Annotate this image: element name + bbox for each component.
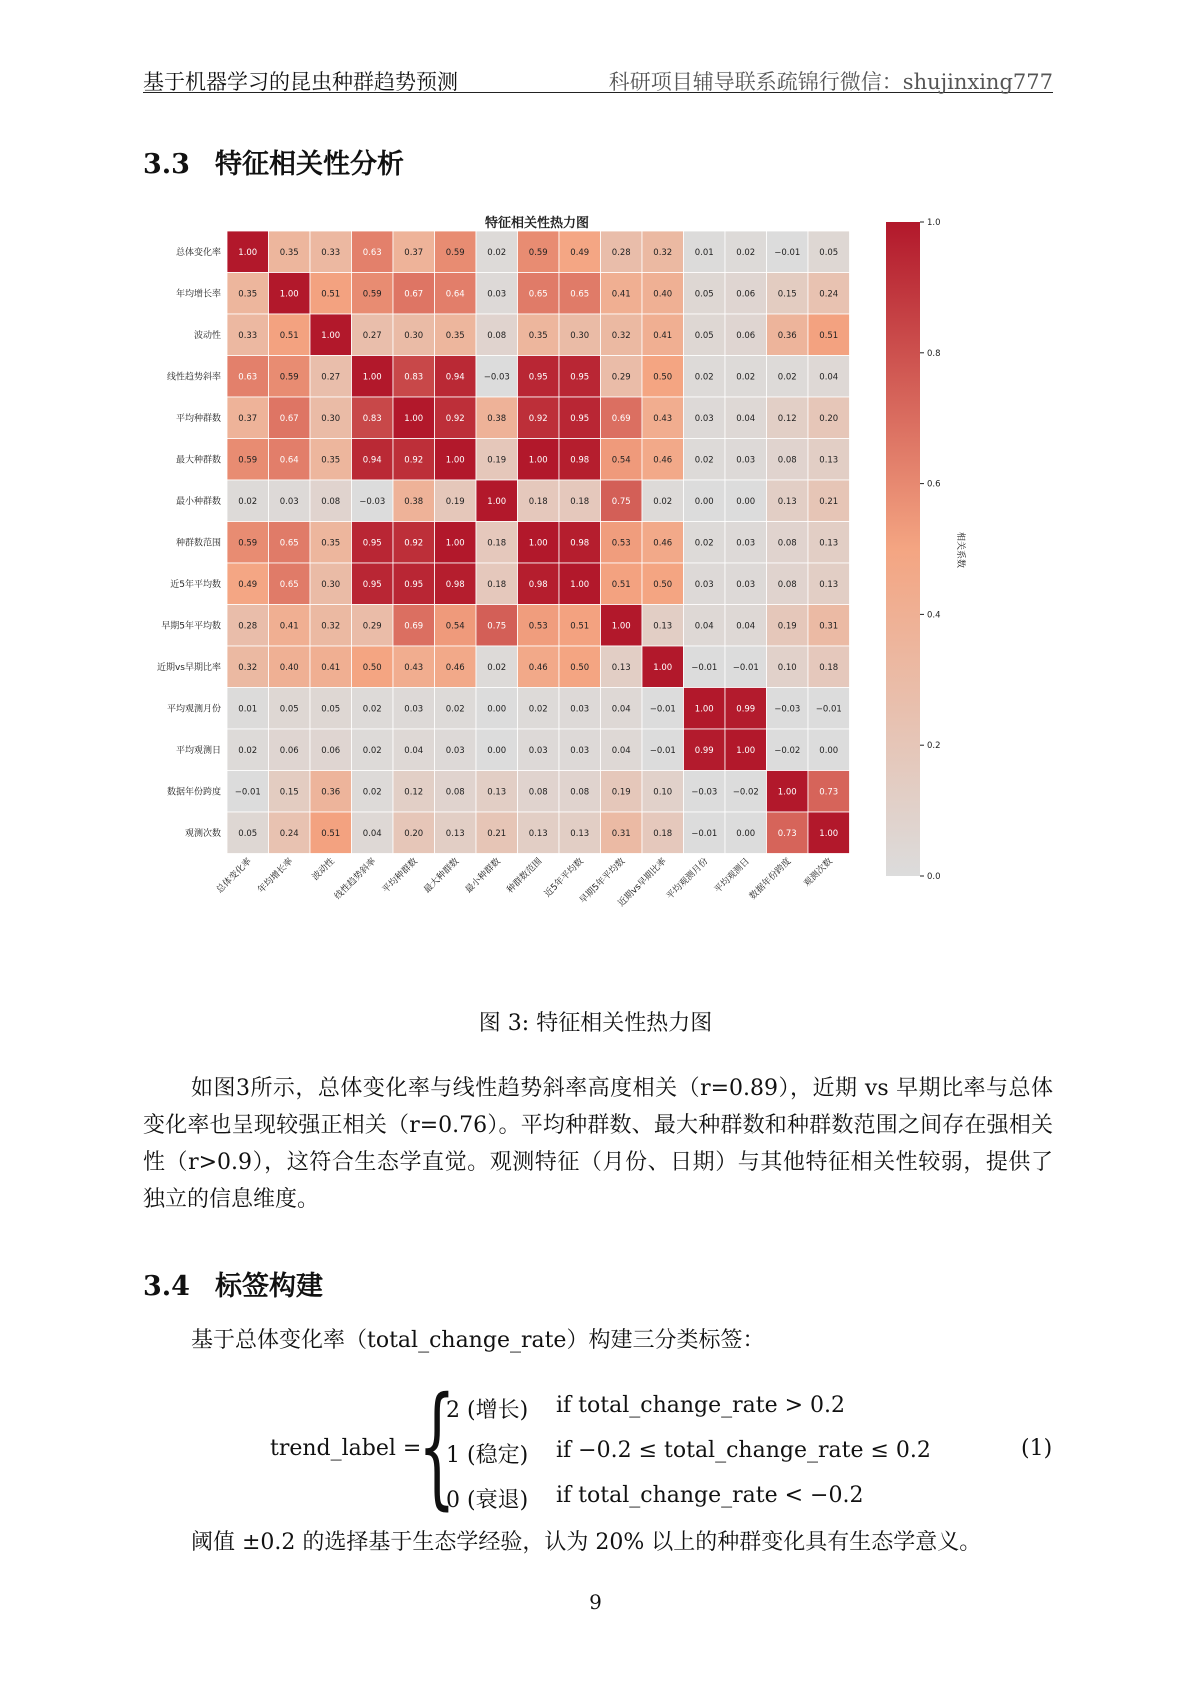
cell-value-label: 0.18: [570, 496, 590, 507]
cell-value-label: 0.95: [362, 538, 382, 549]
y-tick-label: 数据年份跨度: [166, 787, 221, 798]
cell-value-label: 0.08: [445, 787, 465, 798]
cell-value-label: 0.35: [445, 330, 465, 341]
cell-value-label: 0.64: [279, 455, 299, 466]
cell-value-label: 0.29: [611, 372, 631, 383]
cell-value-label: 0.04: [736, 621, 756, 632]
cell-value-label: 0.03: [736, 455, 756, 466]
cell-value-label: 0.35: [279, 247, 299, 258]
cell-value-label: 1.00: [445, 455, 465, 466]
cell-value-label: 0.21: [819, 496, 839, 507]
cell-value-label: 0.00: [736, 496, 756, 507]
cell-value-label: 0.00: [819, 745, 839, 756]
cell-value-label: 0.35: [238, 289, 258, 300]
y-tick-label: 线性趋势斜率: [166, 372, 221, 383]
x-tick-label: 波动性: [310, 856, 337, 883]
colorbar-tick-label: 0.0: [927, 872, 941, 882]
cell-value-label: 0.03: [736, 579, 756, 590]
cell-value-label: 0.28: [611, 247, 631, 258]
cell-value-label: 1.00: [362, 372, 382, 383]
cell-value-label: 0.02: [736, 247, 756, 258]
cell-value-label: 0.38: [487, 413, 507, 424]
case-condition: if total_change_rate < −0.2: [556, 1483, 864, 1508]
cell-value-label: 0.30: [321, 413, 341, 424]
cell-value-label: −0.01: [774, 247, 801, 258]
x-tick-label: 种群数范围: [505, 856, 545, 896]
cell-value-label: 0.32: [611, 330, 631, 341]
cell-value-label: 0.13: [570, 828, 590, 839]
cell-value-label: 0.51: [570, 621, 590, 632]
cell-value-label: 1.00: [487, 496, 507, 507]
case-condition: if total_change_rate > 0.2: [556, 1393, 846, 1418]
cell-value-label: 0.43: [653, 413, 673, 424]
y-tick-label: 近期vs早期比率: [156, 662, 221, 673]
cell-value-label: 0.33: [321, 247, 341, 258]
cell-value-label: −0.01: [649, 704, 676, 715]
cell-value-label: 1.00: [611, 621, 631, 632]
equation-lhs: trend_label =: [270, 1436, 422, 1461]
cell-value-label: 0.03: [570, 745, 590, 756]
cell-value-label: 1.00: [445, 538, 465, 549]
cell-value-label: 0.27: [362, 330, 382, 341]
cell-value-label: 0.03: [694, 579, 714, 590]
cell-value-label: 0.69: [611, 413, 631, 424]
cell-value-label: 0.13: [777, 496, 797, 507]
cell-value-label: 1.00: [653, 662, 673, 673]
cell-value-label: 0.46: [528, 662, 548, 673]
cell-value-label: 0.98: [570, 455, 590, 466]
cell-value-label: 0.18: [487, 579, 507, 590]
cell-value-label: 0.24: [279, 828, 299, 839]
section-title: 特征相关性分析: [215, 149, 404, 180]
x-tick-label: 平均观测日: [712, 856, 752, 896]
y-tick-label: 最小种群数: [175, 496, 221, 507]
cell-value-label: 0.03: [528, 745, 548, 756]
x-tick-label: 线性趋势斜率: [333, 856, 379, 902]
cell-value-label: 0.50: [653, 372, 673, 383]
x-tick-label: 最小种群数: [463, 856, 503, 896]
cell-value-label: 0.50: [653, 579, 673, 590]
cell-value-label: 0.92: [404, 455, 424, 466]
cell-value-label: 0.65: [528, 289, 548, 300]
cell-value-label: −0.01: [732, 662, 759, 673]
cell-value-label: 0.92: [528, 413, 548, 424]
cell-value-label: 0.12: [404, 787, 424, 798]
paragraph: 阈值 ±0.2 的选择基于生态学经验，认为 20% 以上的种群变化具有生态学意义。: [191, 1530, 982, 1555]
cell-value-label: 0.08: [528, 787, 548, 798]
y-tick-label: 平均种群数: [175, 413, 221, 424]
paragraph: 如图3所示，总体变化率与线性趋势斜率高度相关（r=0.89），近期 vs 早期比率与总体变化率也呈现较强正相关（r=0.76）。平均种群数、最大种群数和种群数范围之间存在强相关性（r>0.9），这符合生态学直觉。观测特征（月份、日期）与其他特征相关性较弱，提供了独立的信息维度。: [143, 1076, 1053, 1212]
cell-value-label: 0.83: [404, 372, 424, 383]
cell-value-label: 0.67: [404, 289, 424, 300]
cell-value-label: 0.65: [570, 289, 590, 300]
cell-value-label: −0.01: [691, 828, 718, 839]
cell-value-label: 0.05: [694, 289, 714, 300]
cell-value-label: 0.30: [321, 579, 341, 590]
y-tick-label: 早期5年平均数: [161, 621, 221, 632]
cell-value-label: 1.00: [321, 330, 341, 341]
cell-value-label: 0.02: [777, 372, 797, 383]
cell-value-label: 0.95: [362, 579, 382, 590]
case-value: 1 (稳定): [446, 1443, 529, 1468]
colorbar-tick-label: 0.6: [927, 479, 941, 490]
y-tick-label: 总体变化率: [175, 247, 221, 258]
cell-value-label: 0.08: [487, 330, 507, 341]
case-condition: if −0.2 ≤ total_change_rate ≤ 0.2: [556, 1438, 931, 1463]
cell-value-label: 0.12: [777, 413, 797, 424]
cell-value-label: 0.92: [404, 538, 424, 549]
x-tick-label: 早期5年平均数: [578, 856, 628, 906]
cell-value-label: 0.67: [279, 413, 299, 424]
cell-value-label: 0.04: [736, 413, 756, 424]
cell-value-label: 0.73: [819, 787, 839, 798]
cell-value-label: 0.02: [362, 745, 382, 756]
paragraph: 基于总体变化率（total_change_rate）构建三分类标签：: [191, 1328, 765, 1353]
cell-value-label: 0.51: [611, 579, 631, 590]
cell-value-label: 0.02: [445, 704, 465, 715]
cell-value-label: 0.36: [321, 787, 341, 798]
cell-value-label: 0.19: [611, 787, 631, 798]
cell-value-label: 1.00: [528, 455, 548, 466]
cell-value-label: 0.05: [279, 704, 299, 715]
cell-value-label: 0.01: [694, 247, 714, 258]
cell-value-label: 0.08: [777, 579, 797, 590]
cell-value-label: 0.05: [238, 828, 258, 839]
x-tick-label: 年均增长率: [256, 856, 296, 896]
cell-value-label: 0.05: [321, 704, 341, 715]
cell-value-label: −0.01: [815, 704, 842, 715]
equation-brace: {: [418, 1369, 456, 1523]
cell-value-label: −0.01: [234, 787, 261, 798]
cell-value-label: 0.49: [238, 579, 258, 590]
section-title: 标签构建: [215, 1271, 323, 1302]
cell-value-label: 0.20: [404, 828, 424, 839]
cell-value-label: 0.41: [653, 330, 673, 341]
cell-value-label: 0.05: [694, 330, 714, 341]
y-tick-label: 年均增长率: [175, 289, 221, 300]
cell-value-label: 0.00: [736, 828, 756, 839]
cell-value-label: 0.98: [528, 579, 548, 590]
cell-value-label: 0.43: [404, 662, 424, 673]
cell-value-label: 1.00: [238, 247, 258, 258]
cell-value-label: 0.04: [404, 745, 424, 756]
cell-value-label: 0.51: [321, 289, 341, 300]
cell-value-label: 0.02: [528, 704, 548, 715]
cell-value-label: 1.00: [570, 579, 590, 590]
cell-value-label: 0.08: [321, 496, 341, 507]
cell-value-label: 0.02: [694, 538, 714, 549]
cell-value-label: 0.59: [362, 289, 382, 300]
cell-value-label: 0.46: [653, 455, 673, 466]
cell-value-label: 0.06: [736, 289, 756, 300]
x-tick-label: 平均观测月份: [665, 856, 711, 902]
cell-value-label: 0.46: [445, 662, 465, 673]
cell-value-label: 0.35: [321, 538, 341, 549]
cell-value-label: 0.75: [611, 496, 631, 507]
cell-value-label: 0.02: [487, 247, 507, 258]
cell-value-label: 0.49: [570, 247, 590, 258]
y-tick-label: 种群数范围: [175, 538, 221, 549]
cell-value-label: 0.30: [404, 330, 424, 341]
cell-value-label: 0.99: [736, 704, 756, 715]
cell-value-label: 0.02: [487, 662, 507, 673]
cell-value-label: 0.28: [238, 621, 258, 632]
chart-title: 特征相关性热力图: [484, 216, 590, 231]
cell-value-label: 0.95: [404, 579, 424, 590]
y-tick-label: 观测次数: [184, 828, 221, 839]
y-tick-label: 最大种群数: [175, 455, 221, 466]
cell-value-label: −0.02: [774, 745, 801, 756]
cell-value-label: 0.18: [528, 496, 548, 507]
cell-value-label: 0.53: [611, 538, 631, 549]
cell-value-label: 0.98: [445, 579, 465, 590]
cell-value-label: 0.05: [819, 247, 839, 258]
colorbar-label: 相关系数: [955, 531, 965, 569]
cell-value-label: 0.03: [279, 496, 299, 507]
cell-value-label: 0.65: [279, 538, 299, 549]
cell-value-label: 0.51: [819, 330, 839, 341]
cell-value-label: 0.18: [819, 662, 839, 673]
cell-value-label: 0.59: [279, 372, 299, 383]
cell-value-label: −0.02: [732, 787, 759, 798]
cell-value-label: 0.59: [238, 455, 258, 466]
cell-value-label: 0.00: [487, 745, 507, 756]
colorbar-tick-label: 0.2: [927, 741, 941, 752]
cell-value-label: 0.75: [487, 621, 507, 632]
section-heading-3-4: [143, 1264, 323, 1303]
cell-value-label: 0.40: [653, 289, 673, 300]
cell-value-label: 1.00: [777, 787, 797, 798]
cell-value-label: −0.03: [359, 496, 386, 507]
cell-value-label: 1.00: [736, 745, 756, 756]
cell-value-label: 0.03: [736, 538, 756, 549]
cell-value-label: 0.06: [321, 745, 341, 756]
cell-value-label: 0.41: [279, 621, 299, 632]
equation-number: (1): [1021, 1436, 1053, 1461]
cell-value-label: 0.10: [777, 662, 797, 673]
cell-value-label: 0.38: [404, 496, 424, 507]
cell-value-label: 0.73: [777, 828, 797, 839]
cell-value-label: 1.00: [279, 289, 299, 300]
correlation-heatmap: [156, 205, 970, 909]
y-tick-label: 平均观测月份: [166, 704, 221, 715]
header-contact: 科研项目辅导联系疏锦行微信：shujinxing777: [608, 70, 1053, 94]
cell-value-label: 0.94: [362, 455, 382, 466]
cell-value-label: 0.06: [736, 330, 756, 341]
cell-value-label: 0.19: [445, 496, 465, 507]
cell-value-label: 0.46: [653, 538, 673, 549]
colorbar-tick-label: 0.4: [927, 610, 941, 621]
cell-value-label: 0.50: [570, 662, 590, 673]
y-tick-label: 平均观测日: [175, 745, 221, 756]
cell-value-label: 0.59: [445, 247, 465, 258]
cell-value-label: 0.41: [611, 289, 631, 300]
cell-value-label: 0.29: [362, 621, 382, 632]
figure-caption: 图 3: 特征相关性热力图: [478, 1011, 713, 1036]
cell-value-label: 0.03: [445, 745, 465, 756]
cell-value-label: 0.03: [694, 413, 714, 424]
cell-value-label: 0.02: [238, 745, 258, 756]
cell-value-label: 0.35: [528, 330, 548, 341]
x-tick-label: 最大种群数: [422, 856, 462, 896]
section-number: 3.3: [143, 149, 190, 180]
cell-value-label: −0.03: [691, 787, 718, 798]
cell-value-label: 0.59: [238, 538, 258, 549]
cell-value-label: 0.02: [362, 787, 382, 798]
cell-value-label: 0.37: [238, 413, 258, 424]
y-tick-label: 波动性: [193, 330, 221, 341]
cell-value-label: 0.04: [819, 372, 839, 383]
cell-value-label: 0.24: [819, 289, 839, 300]
cell-value-label: 0.95: [570, 413, 590, 424]
case-value: 2 (增长): [446, 1398, 529, 1423]
cell-value-label: 0.36: [777, 330, 797, 341]
cell-value-label: 0.32: [653, 247, 673, 258]
cell-value-label: 0.63: [238, 372, 258, 383]
cell-value-label: 0.92: [445, 413, 465, 424]
cell-value-label: −0.03: [774, 704, 801, 715]
cell-value-label: 0.04: [362, 828, 382, 839]
x-tick-label: 近期vs早期比率: [616, 856, 669, 909]
cell-value-label: 0.02: [238, 496, 258, 507]
cell-value-label: 0.13: [487, 787, 507, 798]
cell-value-label: 0.53: [528, 621, 548, 632]
cell-value-label: −0.03: [483, 372, 510, 383]
page-number: 9: [589, 1590, 602, 1614]
cell-value-label: 0.03: [570, 704, 590, 715]
cell-value-label: 0.02: [694, 372, 714, 383]
cell-value-label: 0.27: [321, 372, 341, 383]
cell-value-label: 0.01: [238, 704, 258, 715]
header-title: 基于机器学习的昆虫种群趋势预测: [143, 70, 458, 94]
cell-value-label: 0.37: [404, 247, 424, 258]
cell-value-label: 0.08: [570, 787, 590, 798]
cell-value-label: 0.03: [487, 289, 507, 300]
x-tick-label: 观测次数: [802, 856, 835, 890]
cell-value-label: 0.18: [487, 538, 507, 549]
cell-value-label: 0.19: [487, 455, 507, 466]
x-tick-label: 数据年份跨度: [748, 856, 794, 902]
colorbar: [886, 222, 920, 876]
cell-value-label: 0.41: [321, 662, 341, 673]
cell-value-label: 0.19: [777, 621, 797, 632]
cell-value-label: 0.04: [611, 704, 631, 715]
cell-value-label: 0.83: [362, 413, 382, 424]
section-number: 3.4: [143, 1271, 190, 1302]
cell-value-label: 0.54: [611, 455, 631, 466]
cell-value-label: 0.15: [777, 289, 797, 300]
cell-value-label: 0.08: [777, 455, 797, 466]
cell-value-label: 0.13: [528, 828, 548, 839]
cell-value-label: 0.21: [487, 828, 507, 839]
cell-value-label: 0.69: [404, 621, 424, 632]
cell-value-label: 0.94: [445, 372, 465, 383]
y-tick-label: 近5年平均数: [170, 579, 221, 590]
colorbar-tick-label: 1.0: [927, 218, 941, 228]
cell-value-label: 0.04: [611, 745, 631, 756]
running-header: [143, 62, 1053, 93]
cell-value-label: 0.08: [777, 538, 797, 549]
cell-value-label: 0.40: [279, 662, 299, 673]
cell-value-label: 0.95: [528, 372, 548, 383]
cell-value-label: 0.18: [653, 828, 673, 839]
cell-value-label: 0.00: [694, 496, 714, 507]
cell-value-label: 0.02: [653, 496, 673, 507]
cell-value-label: 0.02: [362, 704, 382, 715]
cell-value-label: 0.02: [736, 372, 756, 383]
cell-value-label: 1.00: [694, 704, 714, 715]
cell-value-label: 0.06: [279, 745, 299, 756]
cell-value-label: 0.13: [819, 538, 839, 549]
cell-value-label: 0.15: [279, 787, 299, 798]
cell-value-label: −0.01: [649, 745, 676, 756]
cell-value-label: 0.32: [321, 621, 341, 632]
x-tick-label: 平均种群数: [380, 856, 420, 896]
cell-value-label: 0.13: [653, 621, 673, 632]
cell-value-label: 0.51: [321, 828, 341, 839]
colorbar-tick-label: 0.8: [927, 348, 941, 359]
cell-value-label: 0.03: [404, 704, 424, 715]
cell-value-label: 0.31: [611, 828, 631, 839]
cell-value-label: 0.00: [487, 704, 507, 715]
cell-value-label: 0.59: [528, 247, 548, 258]
cell-value-label: 1.00: [819, 828, 839, 839]
cell-value-label: 0.98: [570, 538, 590, 549]
cell-value-label: 0.95: [570, 372, 590, 383]
x-tick-label: 近5年平均数: [542, 856, 586, 900]
cell-value-label: −0.01: [691, 662, 718, 673]
cell-value-label: 0.99: [694, 745, 714, 756]
cell-value-label: 0.32: [238, 662, 258, 673]
section-heading-3-3: [143, 142, 404, 181]
cell-value-label: 0.13: [611, 662, 631, 673]
case-value: 0 (衰退): [446, 1488, 529, 1513]
cell-value-label: 0.04: [694, 621, 714, 632]
cell-value-label: 0.54: [445, 621, 465, 632]
x-tick-label: 总体变化率: [214, 856, 254, 896]
cell-value-label: 0.02: [694, 455, 714, 466]
cell-value-label: 0.64: [445, 289, 465, 300]
cell-value-label: 0.65: [279, 579, 299, 590]
cell-value-label: 0.13: [819, 455, 839, 466]
cell-value-label: 0.13: [445, 828, 465, 839]
cell-value-label: 1.00: [528, 538, 548, 549]
cell-value-label: 0.50: [362, 662, 382, 673]
cell-value-label: 0.31: [819, 621, 839, 632]
cell-value-label: 0.33: [238, 330, 258, 341]
cell-value-label: 0.20: [819, 413, 839, 424]
cell-value-label: 0.30: [570, 330, 590, 341]
cell-value-label: 0.13: [819, 579, 839, 590]
cell-value-label: 0.51: [279, 330, 299, 341]
cell-value-label: 0.35: [321, 455, 341, 466]
cell-value-label: 0.63: [362, 247, 382, 258]
cell-value-label: 0.10: [653, 787, 673, 798]
cell-value-label: 1.00: [404, 413, 424, 424]
